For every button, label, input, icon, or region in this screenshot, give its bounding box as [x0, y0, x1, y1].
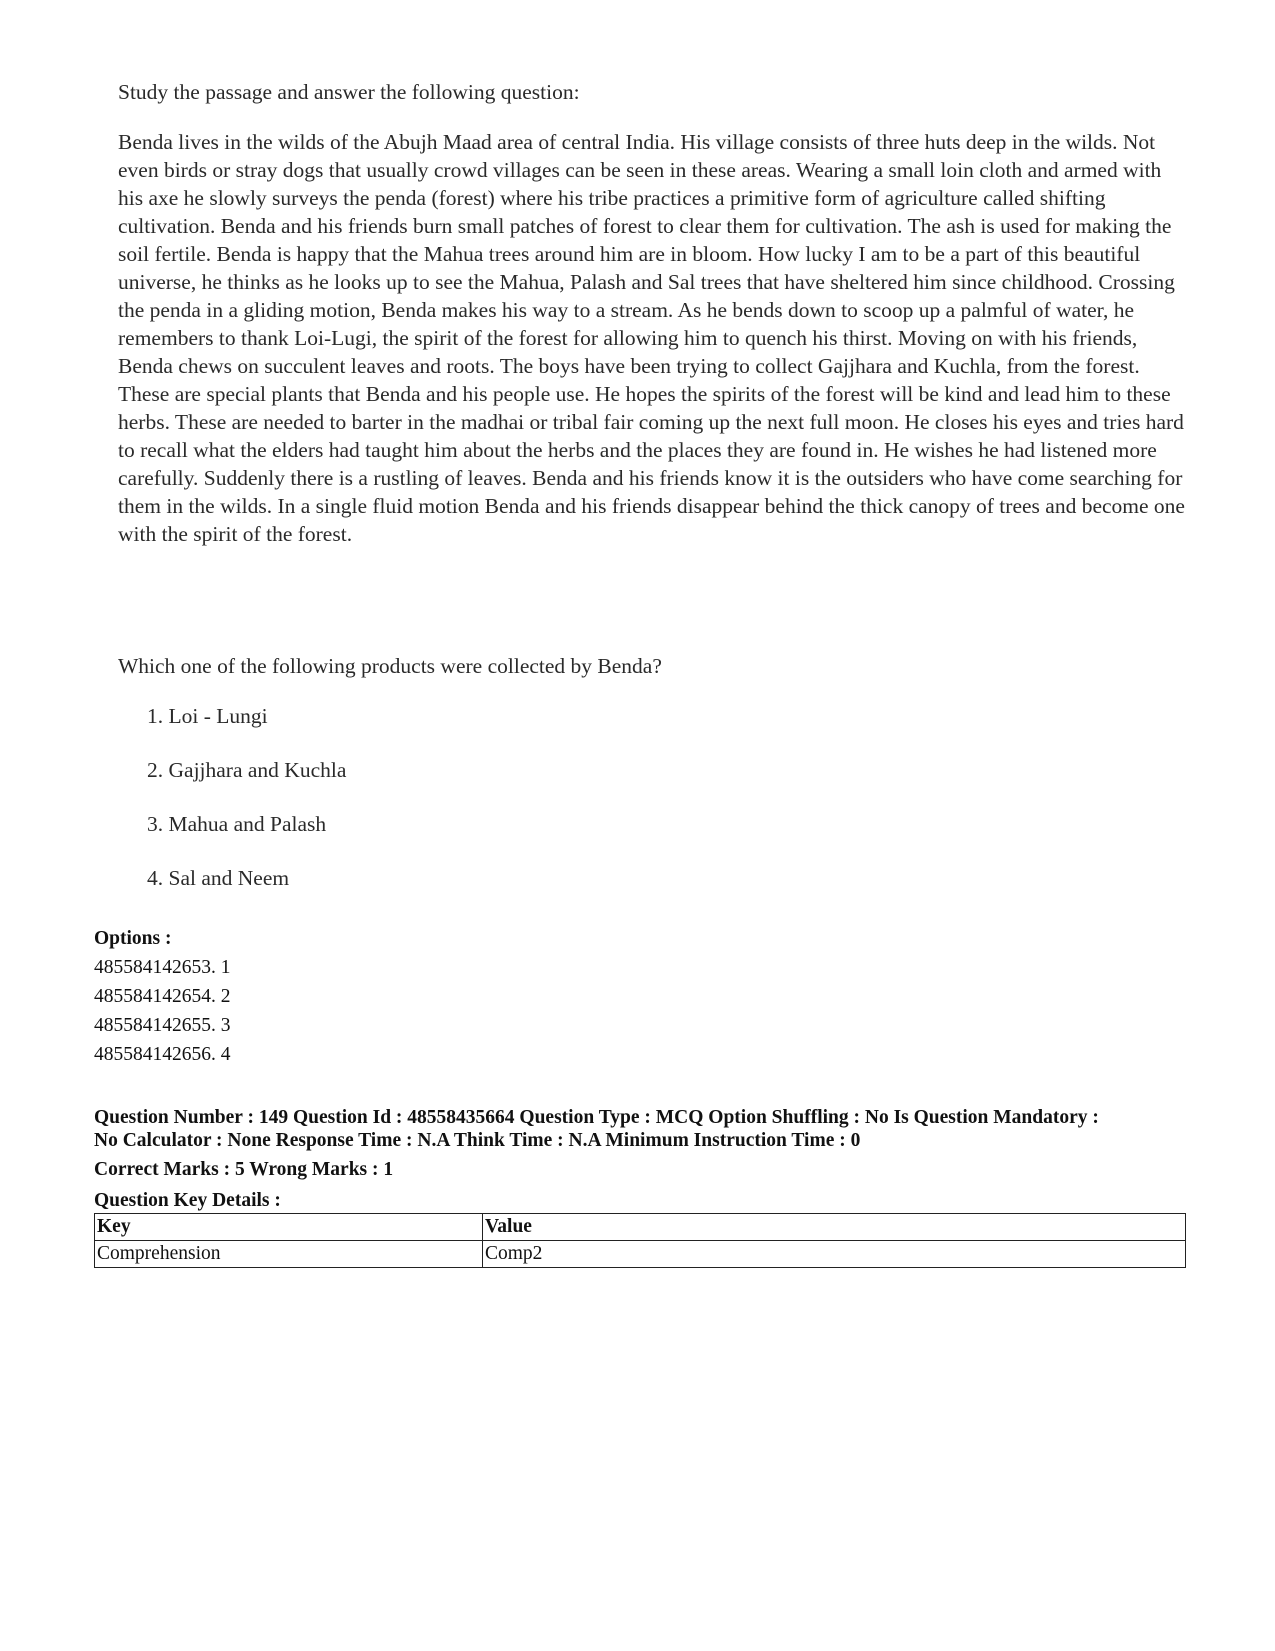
answer-choice: 4. Sal and Neem [147, 866, 290, 890]
table-header-value: Value [483, 1214, 1186, 1241]
question-key-table [94, 1213, 1186, 1268]
table-cell-key: Comprehension [95, 1241, 483, 1268]
metadata-line-2: No Calculator : None Response Time : N.A Think Time : N.A Minimum Instruction Time : 0 [94, 1130, 861, 1151]
instruction-text: Study the passage and answer the following question: [118, 80, 580, 104]
answer-choice: 3. Mahua and Palash [147, 812, 327, 836]
option-item: 485584142656. 4 [94, 1044, 231, 1065]
marks-line: Correct Marks : 5 Wrong Marks : 1 [94, 1159, 394, 1180]
question-metadata [94, 1106, 1194, 1212]
option-item: 485584142653. 1 [94, 957, 231, 978]
table-cell-value: Comp2 [483, 1241, 1186, 1268]
metadata-line-1: Question Number : 149 Question Id : 48558435664 Question Type : MCQ Option Shuffling : No Is Question Mandatory : [94, 1107, 1099, 1128]
passage-text: Benda lives in the wilds of the Abujh Maad area of central India. His village consists of three huts deep in the wilds. Not even birds or stray dogs that usually crowd villages can be seen in these areas. Wearing a small loin cloth and armed with his axe he slowly surveys the penda (forest) where his tribe practices a primitive form of agriculture called shifting cultivation. Benda and his friends burn small patches of forest to clear them for cultivation. The ash is used for making the soil fertile. Benda is happy that the Mahua trees around him are in bloom. How lucky I am to be a part of this beautiful universe, he thinks as he looks up to see the Mahua, Palash and Sal trees that have sheltered him since childhood. Crossing the penda in a gliding motion, Benda makes his way to a stream. As he bends down to scoop up a palmful of water, he remembers to thank Loi-Lugi, the spirit of the forest for allowing him to quench his thirst. Moving on with his friends, Benda chews on succulent leaves and roots. The boys have been trying to collect Gajjhara and Kuchla, from the forest. These are special plants that Benda and his people use. He hopes the spirits of the forest will be kind and lead him to these herbs. These are needed to barter in the madhai or tribal fair coming up the next full moon. He closes his eyes and tries hard to recall what the elders had taught him about the herbs and the places they are found in. He wishes he had listened more carefully. Suddenly there is a rustling of leaves. Benda and his friends know it is the outsiders who have come searching for them in the wilds. In a single fluid motion Benda and his friends disappear behind the thick canopy of trees and become one with the spirit of the forest. [118, 130, 1185, 546]
table-row [95, 1241, 1186, 1268]
option-item: 485584142654. 2 [94, 986, 231, 1007]
key-details-heading: Question Key Details : [94, 1190, 281, 1211]
answer-choice-list [147, 702, 346, 918]
options-heading: Options : [94, 928, 172, 949]
table-header-row [95, 1214, 1186, 1241]
answer-choice: 1. Loi - Lungi [147, 704, 268, 728]
option-item: 485584142655. 3 [94, 1015, 231, 1036]
question-passage-image [118, 78, 1188, 548]
table-header-key: Key [95, 1214, 483, 1241]
answer-choice: 2. Gajjhara and Kuchla [147, 758, 347, 782]
question-text: Which one of the following products were collected by Benda? [118, 654, 662, 678]
options-section [94, 924, 231, 1069]
